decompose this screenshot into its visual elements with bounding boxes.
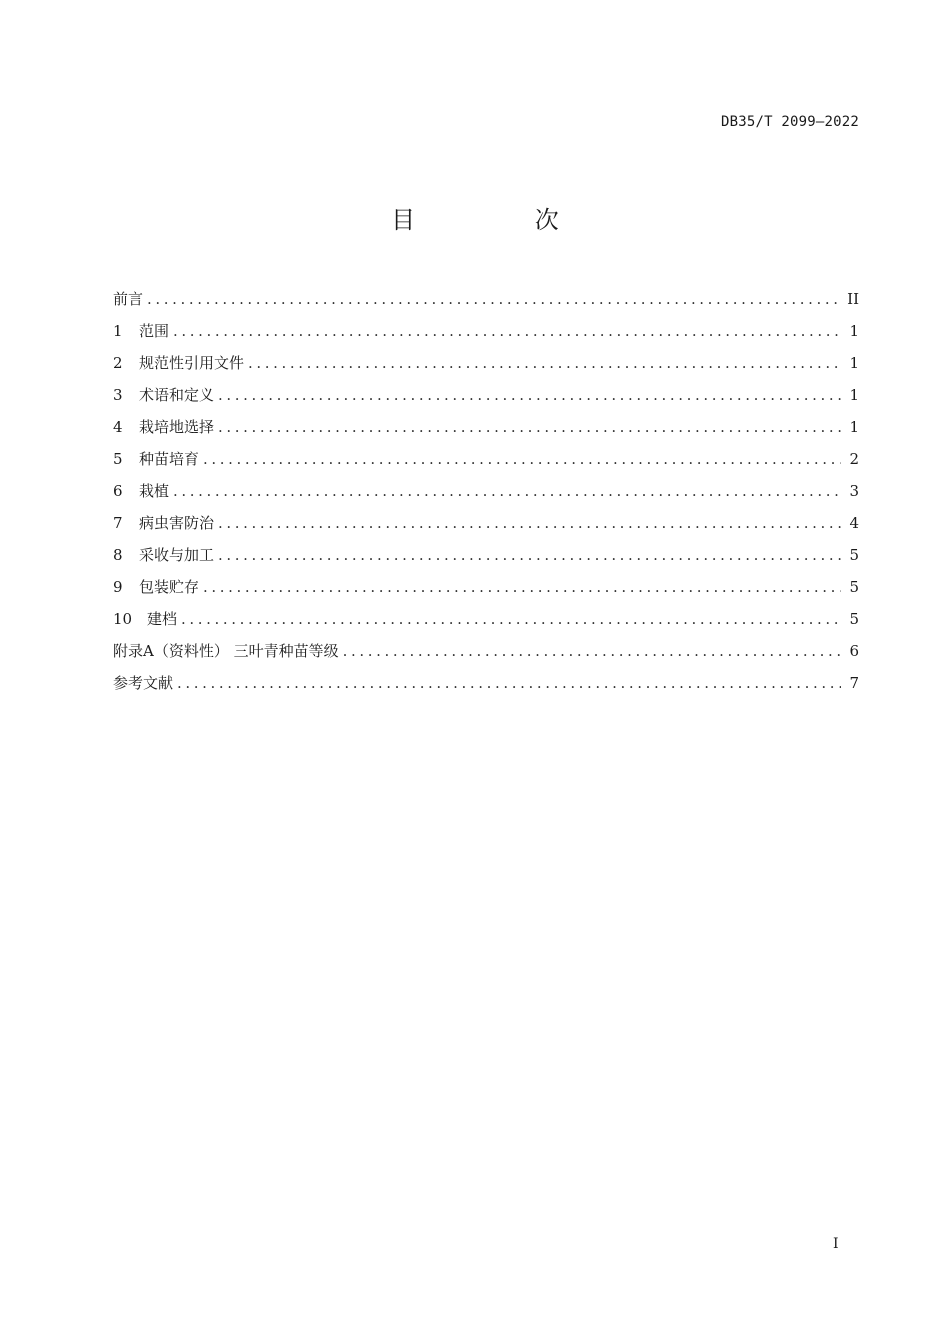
toc-entry-normative-references[interactable]: [113, 351, 859, 383]
toc-entry-page: 3: [849, 482, 859, 500]
toc-entry-label: 9 包装贮存: [113, 575, 199, 599]
toc-entry-label: 7 病虫害防治: [113, 511, 214, 535]
toc-dot-leader: [173, 319, 841, 343]
toc-entry-label: 6 栽植: [113, 479, 169, 503]
toc-entry-label: 参考文献: [113, 674, 174, 692]
toc-dot-leader: [218, 543, 841, 567]
toc-dot-leader: [147, 287, 841, 311]
toc-title: 目 次: [391, 206, 615, 234]
page-number: I: [833, 1236, 839, 1252]
toc-entry-number: 10: [113, 610, 133, 628]
toc-entry-page: 5: [849, 546, 859, 564]
toc-entry-label: 10 建档: [113, 607, 177, 631]
toc-entry-site-selection[interactable]: [113, 415, 859, 447]
toc-entry-packaging-storage[interactable]: [113, 575, 859, 607]
toc-entry-foreword[interactable]: [113, 287, 859, 319]
toc-entry-harvest-processing[interactable]: [113, 543, 859, 575]
toc-entry-label: 8 采收与加工: [113, 543, 214, 567]
toc-entry-label: 1 范围: [113, 319, 169, 343]
toc-entry-label: 2 规范性引用文件: [113, 351, 244, 375]
toc-dot-leader: [343, 639, 841, 663]
toc-dot-leader: [218, 383, 841, 407]
table-of-contents: [113, 287, 859, 703]
toc-entry-label: 附录A（资料性） 三叶青种苗等级: [113, 642, 339, 660]
toc-dot-leader: [218, 511, 841, 535]
document-code: DB35/T 2099—2022: [720, 114, 859, 130]
toc-entry-page: 5: [849, 610, 859, 628]
toc-entry-seedling-cultivation[interactable]: [113, 447, 859, 479]
toc-dot-leader: [181, 607, 841, 631]
toc-entry-page: 1: [849, 322, 859, 340]
toc-entry-bibliography[interactable]: [113, 671, 859, 703]
toc-dot-leader: [248, 351, 841, 375]
toc-entry-number: 3: [113, 386, 123, 404]
toc-entry-number: 8: [113, 546, 123, 564]
toc-entry-page: 5: [849, 578, 859, 596]
toc-entry-page: 2: [849, 450, 859, 468]
toc-entry-page: 4: [849, 514, 859, 532]
toc-entry-number: 6: [113, 482, 123, 500]
toc-entry-page: 1: [849, 386, 859, 404]
toc-dot-leader: [173, 479, 841, 503]
toc-entry-annex-a[interactable]: [113, 639, 859, 671]
toc-entry-number: 2: [113, 354, 123, 372]
toc-entry-page: 1: [849, 354, 859, 372]
toc-entry-label: 5 种苗培育: [113, 447, 199, 471]
toc-dot-leader: [203, 447, 841, 471]
toc-dot-leader: [177, 671, 841, 695]
toc-entry-number: 7: [113, 514, 123, 532]
toc-entry-page: 1: [849, 418, 859, 436]
toc-entry-label: 4 栽培地选择: [113, 415, 214, 439]
toc-entry-planting[interactable]: [113, 479, 859, 511]
toc-entry-pest-control[interactable]: [113, 511, 859, 543]
toc-entry-label: 3 术语和定义: [113, 383, 214, 407]
toc-entry-page: 6: [849, 642, 859, 660]
toc-entry-page: 7: [849, 674, 859, 692]
toc-dot-leader: [218, 415, 841, 439]
toc-entry-number: 4: [113, 418, 123, 436]
toc-dot-leader: [203, 575, 841, 599]
toc-entry-number: 5: [113, 450, 123, 468]
toc-entry-page: II: [847, 290, 859, 308]
toc-entry-number: 1: [113, 322, 123, 340]
toc-entry-record-keeping[interactable]: [113, 607, 859, 639]
toc-entry-terms-definitions[interactable]: [113, 383, 859, 415]
toc-entry-label: 前言: [113, 290, 144, 308]
toc-entry-scope[interactable]: [113, 319, 859, 351]
toc-entry-number: 9: [113, 578, 123, 596]
